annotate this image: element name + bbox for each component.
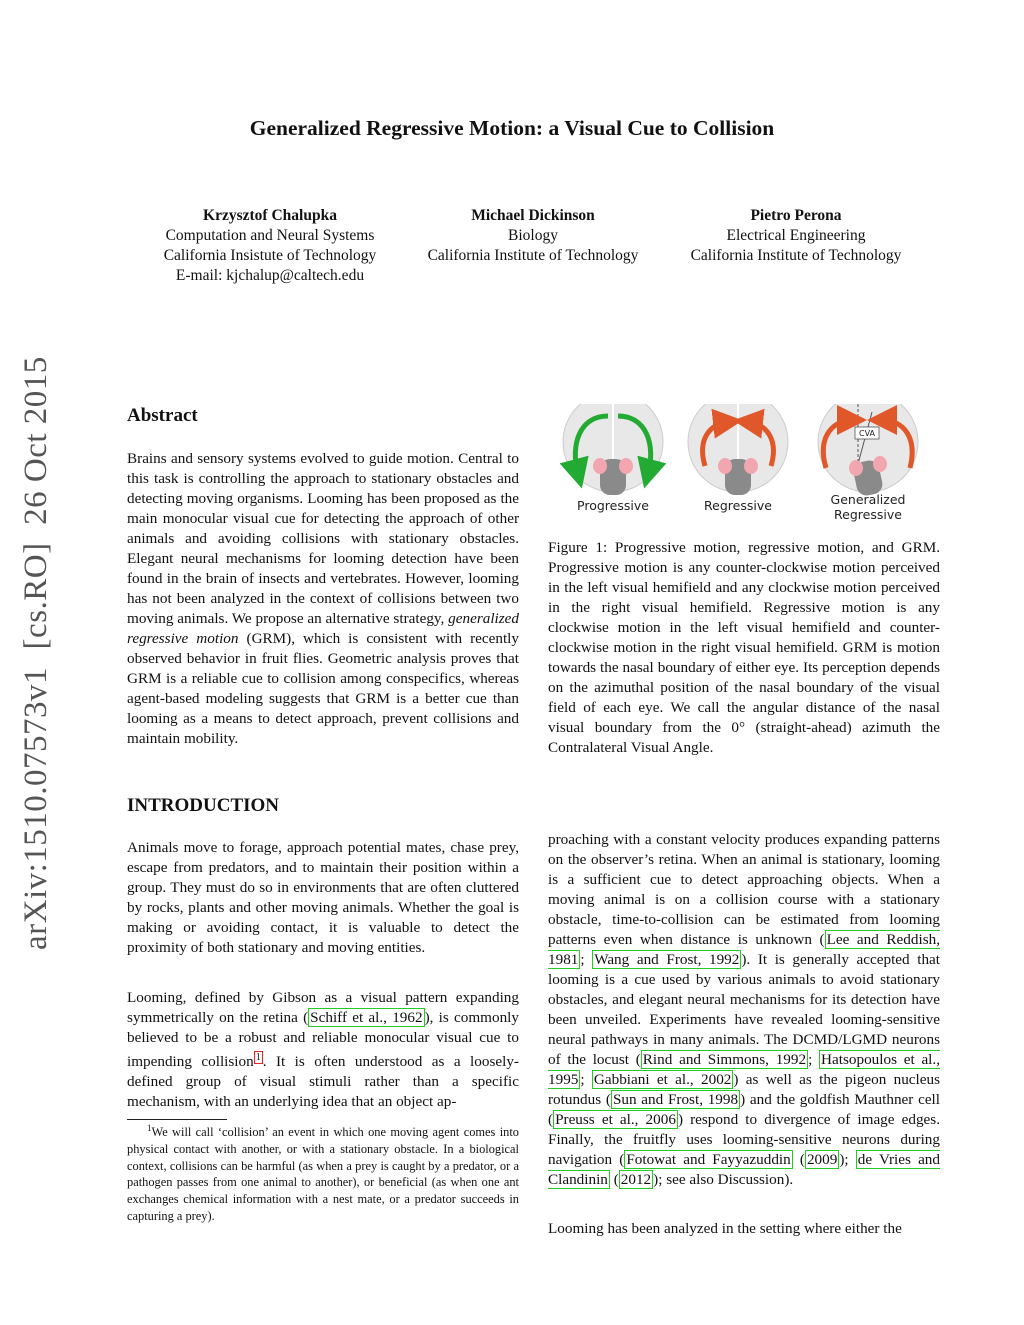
arxiv-identifier: arXiv:1510.07573v1 [cs.RO] 26 Oct 2015	[18, 356, 54, 950]
citation-link[interactable]: Sun and Frost, 1998	[612, 1091, 739, 1108]
author-affiliation: Electrical Engineering	[726, 227, 866, 244]
author-name: Michael Dickinson	[471, 207, 595, 224]
fly-eye-left	[718, 458, 732, 474]
citation-link[interactable]: Fotowat and Fayyazuddin	[626, 1151, 791, 1168]
fly-eye-right	[744, 458, 758, 474]
author-affiliation: Computation and Neural Systems	[165, 227, 375, 244]
author-name: Pietro Perona	[750, 207, 842, 224]
label-regressive-2: Regressive	[834, 507, 902, 522]
label-generalized: Generalized	[830, 492, 906, 507]
citation-link[interactable]: Hatsopoulos et al., 1995	[548, 1051, 940, 1088]
citation-link[interactable]: Rind and Simmons, 1992	[642, 1051, 807, 1068]
fly-eye-right	[619, 458, 633, 474]
citation-link[interactable]: 2012	[620, 1171, 652, 1188]
citation-link[interactable]: Wang and Frost, 1992	[594, 951, 740, 968]
author-email: E-mail: kjchalup@caltech.edu	[175, 267, 365, 284]
label-regressive: Regressive	[704, 498, 772, 513]
fly-eye-left	[849, 460, 863, 476]
abstract-heading: Abstract	[127, 405, 198, 426]
citation-link[interactable]: Preuss et al., 2006	[555, 1111, 676, 1128]
fly-eye-left	[593, 458, 607, 474]
fly-eye-right	[873, 456, 887, 472]
grm-panel	[818, 404, 918, 522]
author-affiliation: California Institute of Technology	[690, 247, 902, 264]
figure-1-caption: Figure 1: Progressive motion, regressive motion, and GRM. Progressive motion is any counter-clockwise motion perceived in the left visual hemifield and any clockwise motion perceived in the right visual hemifield. Regressive motion is any clockwise motion in the left visual hemifield and counter-clockwise motion in the right visual hemifield. GRM is motion towards the nasal boundary of either eye. Its perception depends on the azimuthal position of the nasal boundary of the visual field of each eye. We call the angular distance of the nasal visual boundary from the 0° (straight-ahead) azimuth the Contralateral Visual Angle.	[548, 539, 940, 756]
citation-link[interactable]: de Vries and Clandinin	[548, 1151, 940, 1188]
label-progressive: Progressive	[577, 498, 649, 513]
figure-1-illustration	[550, 404, 940, 532]
author-block-dickinson	[410, 206, 656, 266]
introduction-heading: INTRODUCTION	[127, 795, 280, 816]
progressive-panel	[563, 404, 663, 513]
cva-label: CVA	[858, 429, 876, 438]
paper-title: Generalized Regressive Motion: a Visual Cue to Collision	[249, 116, 775, 140]
author-affiliation: Biology	[508, 227, 558, 244]
author-block-chalupka	[150, 206, 390, 286]
author-name: Krzysztof Chalupka	[203, 207, 337, 224]
abstract-emphasis: generalized regressive motion	[127, 610, 520, 647]
author-block-perona	[676, 206, 916, 266]
introduction-paragraph-2: Looming, defined by Gibson as a visual pattern expanding symmetrically on the retina ( Schiff et al., 1962 ), is commonly believed to be a robust and reliable monocular visual cue to impending collision $^1$ . It is often understood as a loosely-defined group of visual stimuli rather than a specific mechanism, with an underlying idea that an object ap-	[127, 989, 519, 1111]
footnote: $^1$We will call ‘collision’ an event in which one moving agent comes into physical contact with another, or with a stationary obstacle. In a biological context, collisions can be harmful (as when a prey is caught by a predator, or a pathogen passes from one animal to another), or beneficial (as when one ant exchanges chemical information with a nest mate, or a predator succeeds in capturing a prey).	[127, 1123, 519, 1223]
citation-link[interactable]: Schiff et al., 1962	[310, 1009, 423, 1026]
abstract-text: Brains and sensory systems evolved to guide motion. Central to this task is controlling the approach to stationary obstacles and detecting moving organisms. Looming has been proposed as the main monocular visual cue for detecting the approach of other animals and avoiding collisions with stationary obstacles. Elegant neural mechanisms for looming detection have been found in the brain of insects and vertebrates. However, looming has not been analyzed in the context of collisions between two moving animals. We propose an alternative strategy, generalized regressive motion (GRM), which is consistent with recently observed behavior in fruit flies. Geometric analysis proves that GRM is a reliable cue to collision among conspecifics, whereas agent-based modeling suggests that GRM is a better cue than looming as a means to detect approach, prevent collisions and maintain mobility.	[127, 450, 520, 747]
author-affiliation: California Institute of Technology	[427, 247, 639, 264]
author-affiliation: California Insistute of Technology	[163, 247, 377, 264]
right-column-paragraph-2: Looming has been analyzed in the setting where either the	[548, 1220, 902, 1237]
right-column-paragraph-1: proaching with a constant velocity produces expanding patterns on the observer’s retina. When an animal is stationary, looming is a sufficient cue to detect approaching objects. When a moving animal is on a collision course with a stationary obstacle, time-to-collision can be estimated from looming patterns even when distance is unknown ( Lee and Reddish, 1981 ; Wang and Frost, 1992 ). It is generally accepted that looming is a cue used by various animals to avoid stationary obstacles, and elegant neural mechanisms for its detection have been unveiled. Experiments have revealed looming-sensitive neural pathways in many animals. The DCMD/LGMD neurons of the locust ( Rind and Simmons, 1992 ; Hatsopoulos et al., 1995 ; Gabbiani et al., 2002 ) as well as the pigeon nucleus rotundus ( Sun and Frost, 1998 ) and the goldfish Mauthner cell ( Preuss et al., 2006 ) respond to divergence of image edges. Finally, the fruitfly uses looming-sensitive neurons during navigation ( Fotowat and Fayyazuddin ( 2009 ); de Vries and Clandinin ( 2012 ); see also Discussion).	[548, 831, 941, 1188]
citation-link[interactable]: Lee and Reddish, 1981	[548, 931, 940, 968]
introduction-paragraph-1: Animals move to forage, approach potential mates, chase prey, escape from predators, and to maintain their position within a group. They must do so in environments that are often cluttered by rocks, plants and other moving animals. Whether the goal is making or avoiding contact, it is valuable to detect the proximity of both stationary and moving entities.	[127, 839, 519, 956]
regressive-panel	[688, 404, 788, 513]
footnote-link[interactable]: 1	[255, 1052, 261, 1063]
citation-link[interactable]: 2009	[806, 1151, 838, 1168]
citation-link[interactable]: Gabbiani et al., 2002	[593, 1071, 732, 1088]
